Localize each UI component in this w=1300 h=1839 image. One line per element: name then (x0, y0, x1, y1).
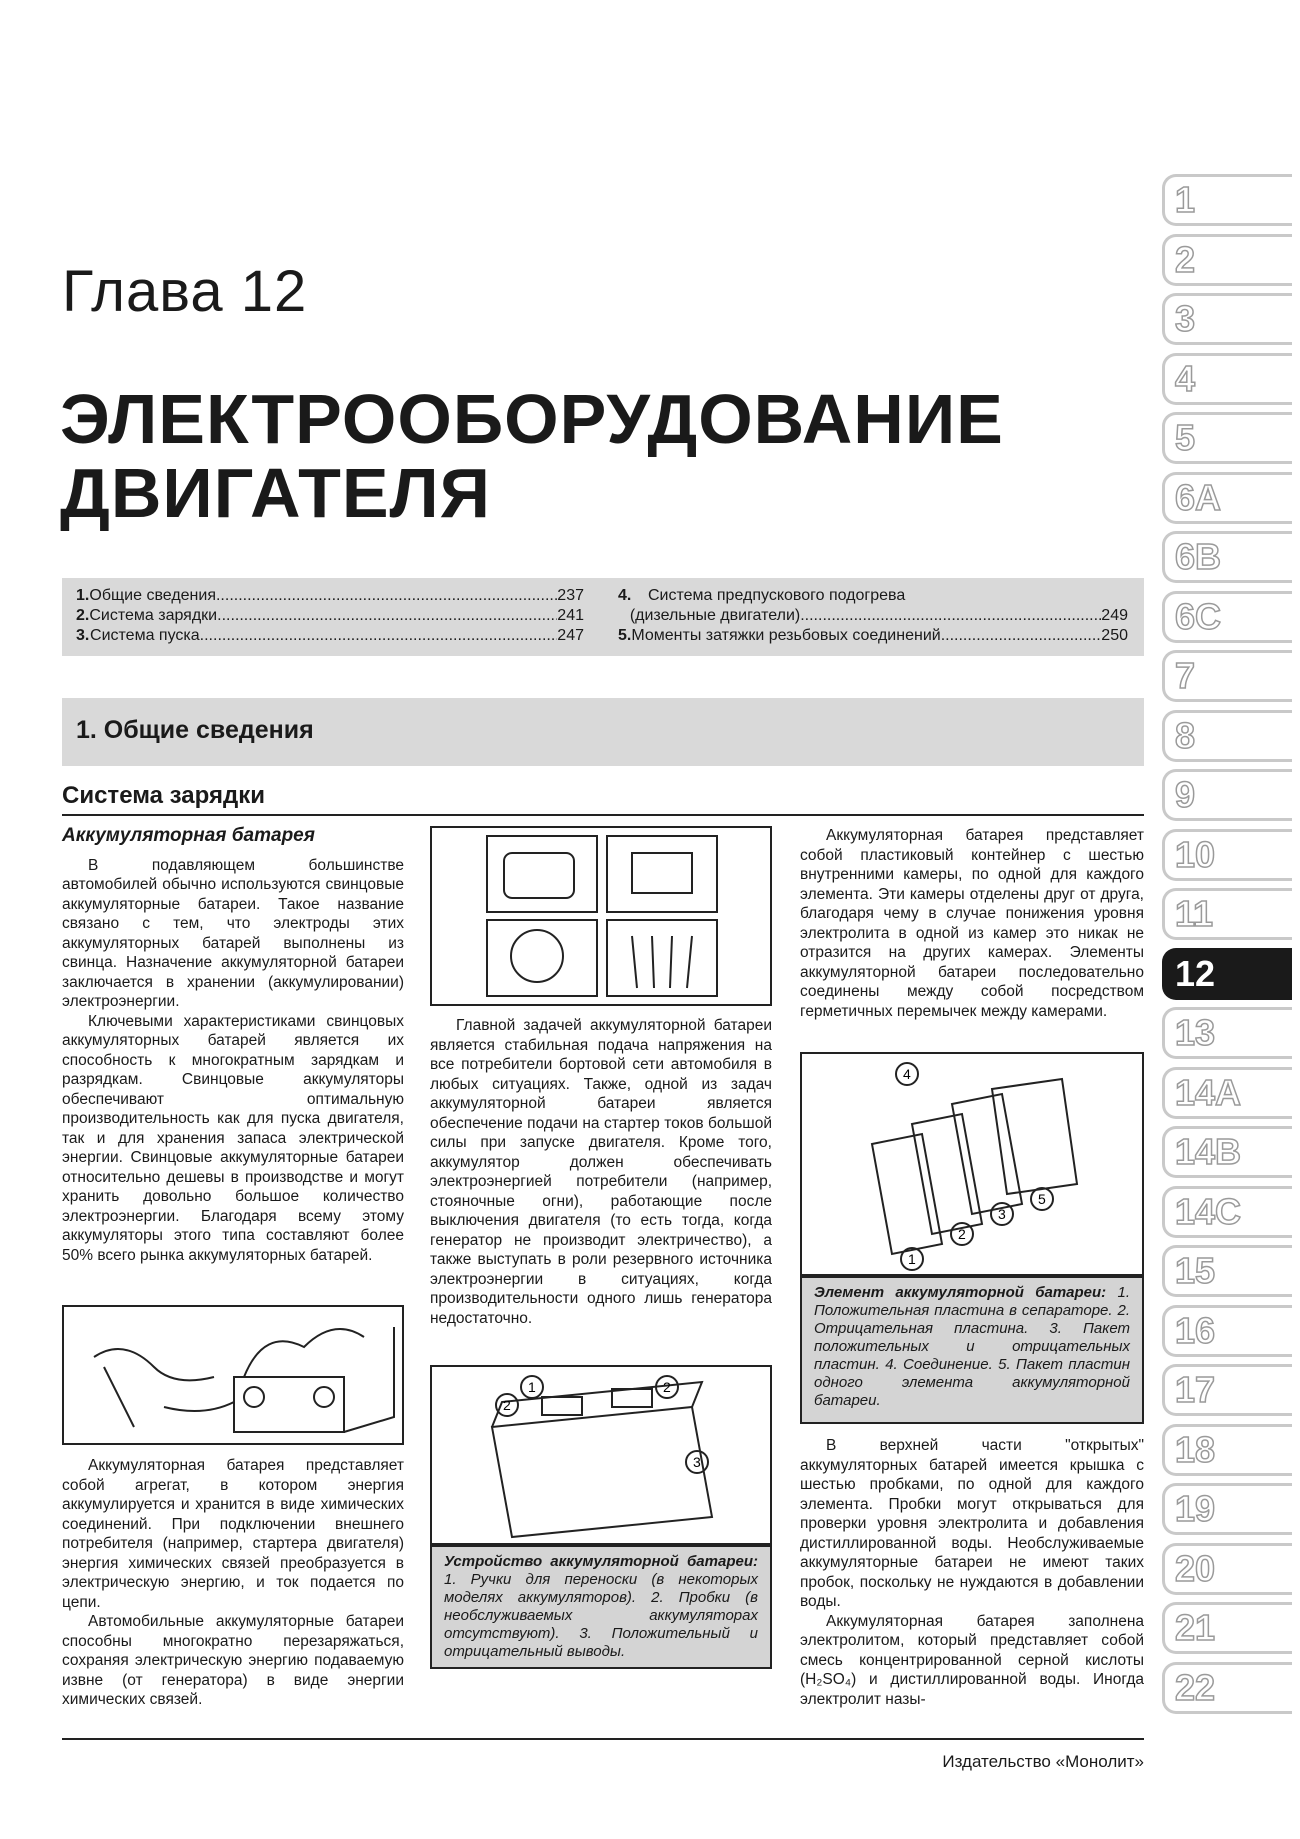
section-title: 1. Общие сведения (76, 716, 314, 744)
chapter-tab[interactable]: 19 (1162, 1483, 1292, 1535)
toc-page: 247 (557, 627, 584, 644)
chapter-tab[interactable]: 22 (1162, 1662, 1292, 1714)
toc-label: Моменты затяжки резьбовых соединений (631, 627, 941, 644)
figure-battery-structure (430, 1365, 772, 1545)
chapter-tab[interactable]: 18 (1162, 1424, 1292, 1476)
callout-3: 3 (998, 1206, 1006, 1222)
section-header (62, 698, 1144, 766)
battery-location-illustration (64, 1307, 402, 1443)
chapter-tab[interactable]: 16 (1162, 1305, 1292, 1357)
callout-5: 5 (1038, 1191, 1046, 1207)
chapter-title-line2: ДВИГАТЕЛЯ (60, 454, 491, 532)
paragraph: В верхней части "открытых" аккумуляторных батарей имеется крышка с шестью пробками, по одной для каждого элемента. Пробки могут открываться для проверки уровня электролита и добавления дистиллированной воды. Необслуживаемые аккумуляторные батареи не имеют таких пробок, поскольку не нуждаются в добавлении воды. (800, 1437, 1144, 1610)
chapter-tab[interactable]: 15 (1162, 1245, 1292, 1297)
publisher-footer: Издательство «Монолит» (942, 1752, 1144, 1771)
chapter-tab[interactable]: 9 (1162, 769, 1292, 821)
toc-label: Система пуска (90, 627, 200, 644)
chapter-tab[interactable]: 14A (1162, 1067, 1292, 1119)
chapter-tab[interactable]: 12 (1162, 948, 1292, 1000)
toc-leader (200, 626, 558, 646)
figure-battery-components (430, 826, 772, 1006)
callout-3: 3 (693, 1454, 701, 1470)
battery-structure-illustration (432, 1367, 770, 1543)
toc-page: 249 (1101, 607, 1128, 624)
chapter-tab[interactable]: 11 (1162, 888, 1292, 940)
paragraph: Аккумуляторная батарея представляет собой агрегат, в котором энергия аккумулируется и хранится в виде химических соединений. При подключении внешнего потребителя (например, стартера двигателя) энергия химических связей преобразуется в электрическую энергию, и ток подается по цепи. (62, 1457, 404, 1611)
toc-number: 4. (618, 587, 632, 604)
callout-4: 4 (903, 1066, 911, 1082)
text-column-3 (800, 826, 1144, 1021)
text-column-3-continued (800, 1436, 1144, 1709)
footer-divider (62, 1738, 1144, 1740)
table-of-contents (62, 578, 1144, 656)
toc-item-continuation[interactable] (618, 606, 1128, 626)
toc-item[interactable] (76, 586, 584, 606)
chapter-tab[interactable]: 2 (1162, 234, 1292, 286)
paragraph-heading: Аккумуляторная батарея (62, 825, 315, 846)
paragraph: Главной задачей аккумуляторной батареи является стабильная подача напряжения на все потребители бортовой сети автомобиля в любых ситуациях. Также, одной из задач аккумуляторной батареи является обеспечение подачи на стартер токов большой силы при запуске двигателя. Кроме того, аккумулятор должен обеспечивать электроэнергией потребители (например, стояночные огни), работающие после выключения двигателя (то есть тогда, когда генератор не производит электричество), а также выступать в роли резервного источника электроэнергии в ситуациях, когда производительности одного лишь генератора недостаточно. (430, 1017, 772, 1327)
figure-battery-element (800, 1052, 1144, 1276)
caption-text: 1. Ручки для переноски (в некоторых моделях аккумуляторов). 2. Пробки (в необслуживаемых аккумуляторах отсутствуют). 3. Положительный и отрицательный выводы. (444, 1571, 758, 1660)
chapter-title-line1: ЭЛЕКТРООБОРУДОВАНИЕ (60, 380, 1004, 458)
caption-title: Элемент аккумуляторной батареи: (814, 1284, 1107, 1301)
figure-battery-location (62, 1305, 404, 1445)
callout-2: 2 (503, 1397, 511, 1413)
toc-page: 241 (557, 607, 584, 624)
paragraph: В подавляющем большинстве автомобилей обычно используются свинцовые аккумуляторные батареи. Такое название связано с тем, что электроды этих аккумуляторных батарей выполнены из свинца. Назначение аккумуляторной батареи заключается в хранении (аккумулировании) электроэнергии. (62, 856, 404, 1010)
toc-label: Система зарядки (89, 607, 218, 624)
toc-column-right (618, 586, 1128, 646)
toc-leader (800, 606, 1101, 626)
toc-item[interactable] (76, 626, 584, 646)
toc-page: 250 (1101, 627, 1128, 644)
chapter-tab[interactable]: 14B (1162, 1126, 1292, 1178)
toc-page: 237 (557, 587, 584, 604)
chapter-tab[interactable]: 6B (1162, 531, 1292, 583)
callout-2: 2 (663, 1379, 671, 1395)
toc-number: 2. (76, 607, 90, 624)
chapter-tab[interactable]: 20 (1162, 1543, 1292, 1595)
paragraph: Аккумуляторная батарея представляет собой пластиковый контейнер с шестью внутренними камеры, по одной для каждого элемента. Эти камеры отделены друг от друга, благодаря чему в случае понижения уровня электролита в одной из камер это никак не отразится на других камерах. Элементы аккумуляторной батареи последовательно соединены между собой посредством герметичных перемычек между камерами. (800, 827, 1144, 1020)
toc-column-left (76, 586, 584, 646)
chapter-tab[interactable]: 8 (1162, 710, 1292, 762)
chapter-title (60, 382, 1100, 530)
toc-number: 3. (76, 627, 90, 644)
chapter-tab[interactable]: 13 (1162, 1007, 1292, 1059)
chapter-tab[interactable]: 3 (1162, 293, 1292, 345)
chapter-tab[interactable]: 17 (1162, 1364, 1292, 1416)
toc-number: 5. (618, 627, 632, 644)
figure-caption-battery-element (800, 1276, 1144, 1424)
toc-item[interactable] (618, 626, 1128, 646)
chapter-tab[interactable]: 1 (1162, 174, 1292, 226)
callout-1: 1 (908, 1251, 916, 1267)
paragraph: Автомобильные аккумуляторные батареи способны многократно перезаряжаться, сохраняя электрическую энергию подаваемую извне (от генератора) в виде энергии химических связей. (62, 1613, 404, 1708)
paragraph: Аккумуляторная батарея заполнена электролитом, который представляет собой смесь концентрированной серной кислоты (H₂SO₄) и дистиллированной воды. Иногда электролит назы- (800, 1612, 1144, 1708)
figure-caption-battery-structure (430, 1545, 772, 1669)
chapter-tab[interactable]: 21 (1162, 1602, 1292, 1654)
battery-element-illustration (802, 1054, 1142, 1274)
toc-number: 1. (76, 587, 90, 604)
section-divider (62, 814, 1144, 816)
text-column-1 (62, 826, 404, 1265)
toc-item[interactable] (618, 586, 1128, 606)
callout-1: 1 (528, 1379, 536, 1395)
chapter-tab[interactable]: 14C (1162, 1186, 1292, 1238)
chapter-tab[interactable]: 6A (1162, 472, 1292, 524)
chapter-tab[interactable]: 10 (1162, 829, 1292, 881)
chapter-tab[interactable]: 5 (1162, 412, 1292, 464)
toc-leader (941, 626, 1102, 646)
toc-label: (дизельные двигатели) (629, 607, 801, 624)
chapter-tab[interactable]: 7 (1162, 650, 1292, 702)
toc-leader (216, 586, 557, 606)
caption-title: Устройство аккумуляторной батареи: (444, 1553, 758, 1570)
toc-leader (217, 606, 557, 626)
subsection-title: Система зарядки (62, 782, 265, 809)
text-column-2 (430, 1016, 772, 1328)
paragraph: Ключевыми характеристиками свинцовых аккумуляторных батарей является их способность к многократным зарядкам и разрядкам. Свинцовые аккумуляторы обеспечивают оптимальную производительность как для пуска двигателя, так и для хранения запаса электрической энергии. Свинцовые аккумуляторные батареи относительно дешевы в производстве и могут хранить довольно большое количество электроэнергии. Благодаря всему этому аккумуляторы этого типа составляют более 50% всего рынка аккумуляторных батарей. (62, 1012, 404, 1264)
battery-components-illustration (432, 828, 770, 1004)
chapter-tab[interactable]: 4 (1162, 353, 1292, 405)
caption-text: 1. Положительная пластина в сепараторе. 2. Отрицательная пластина. 3. Пакет положительных и отрицательных пластин. 4. Соединение. 5. Пакет пластин одного элемента аккумуляторной батареи. (814, 1284, 1130, 1409)
chapter-label: Глава 12 (62, 259, 308, 324)
text-column-1-continued (62, 1456, 404, 1710)
toc-label: Общие сведения (89, 587, 216, 604)
toc-item[interactable] (76, 606, 584, 626)
toc-label: Система предпускового подогрева (648, 587, 906, 604)
chapter-tab[interactable]: 6C (1162, 591, 1292, 643)
callout-2: 2 (958, 1226, 966, 1242)
